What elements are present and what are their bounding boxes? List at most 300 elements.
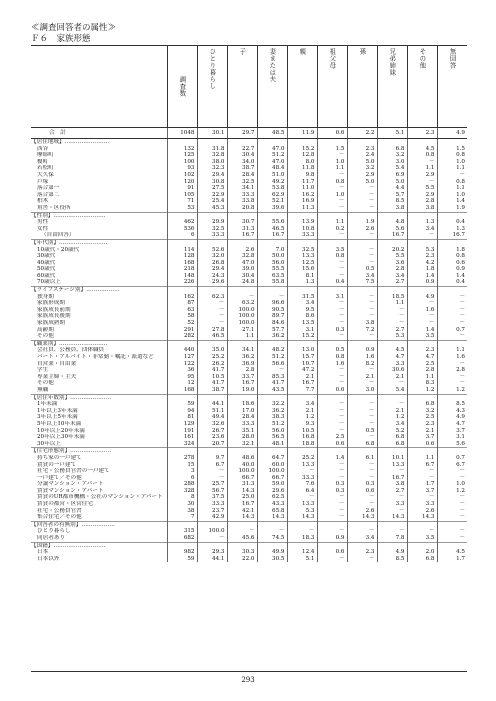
cell-value — [377, 287, 407, 294]
cell-value — [407, 542, 437, 549]
table-row — [31, 549, 467, 556]
cell-value: 2.8 — [407, 367, 437, 374]
cell-value: 57.7 — [257, 327, 287, 334]
cell-value: 59 — [167, 556, 197, 563]
cell-value: 105 — [167, 192, 197, 199]
cell-value — [437, 340, 467, 347]
cell-value: 4.4 — [377, 185, 407, 192]
cell-value: 315 — [167, 528, 197, 535]
cell-value — [437, 394, 467, 401]
cell-value: 5.5 — [377, 253, 407, 260]
cell-value: 1.4 — [437, 198, 467, 205]
row-label: 角筈・区役所 — [37, 204, 71, 211]
cell-value — [377, 340, 407, 347]
cell-value: － — [317, 320, 347, 327]
cell-value: 25.2 — [287, 455, 317, 462]
cell-value: 0.9 — [347, 347, 377, 354]
cell-value: 0.3 — [317, 488, 347, 495]
cell-value: － — [347, 434, 377, 441]
cell-value: 0.8 — [437, 179, 467, 186]
cell-value: 53.8 — [257, 185, 287, 192]
cell-value: 0.3 — [317, 481, 347, 488]
cell-value: 27.1 — [227, 327, 257, 334]
cell-value: 71 — [167, 198, 197, 205]
cell-value: 47.0 — [227, 260, 257, 267]
cell-value: 16.7 — [377, 475, 407, 482]
cell-value: － — [347, 294, 377, 301]
cell-value: － — [197, 307, 227, 314]
cell-value: 161 — [167, 434, 197, 441]
table-row — [31, 428, 467, 435]
cell-value: 22.7 — [227, 146, 257, 153]
cell-value — [317, 139, 347, 146]
cell-value: 7.7 — [287, 387, 317, 394]
cell-value: 2.9 — [347, 172, 377, 179]
cell-value: 6.8 — [347, 441, 377, 448]
cell-value: 90.5 — [257, 307, 287, 314]
cell-value: 43.5 — [257, 387, 287, 394]
cell-value: 30.1 — [197, 128, 227, 139]
row-label: 70歳以上 — [37, 279, 61, 286]
cell-value: 14.3 — [227, 514, 257, 521]
cell-value: 1.1 — [437, 165, 467, 172]
cell-value: 6.9 — [377, 172, 407, 179]
cell-value: 33.3 — [227, 192, 257, 199]
cell-value: 28.4 — [227, 414, 257, 421]
cell-value: 0.8 — [317, 354, 347, 361]
column-header — [347, 46, 377, 128]
cell-value: 13.3 — [377, 462, 407, 469]
row-label: 10年以上20年未満 — [37, 427, 85, 434]
cell-value: 2.8 — [437, 367, 467, 374]
cell-value: － — [377, 528, 407, 535]
cell-value: 62.5 — [257, 494, 287, 501]
cell-value: 16.9 — [287, 198, 317, 205]
cell-value: 5.6 — [437, 441, 467, 448]
cell-value: 0.5 — [347, 266, 377, 273]
cell-value: 4.3 — [437, 408, 467, 415]
cell-value: 39.6 — [257, 205, 287, 212]
cell-value: 13.3 — [287, 501, 317, 508]
cell-value: 191 — [167, 428, 197, 435]
cell-value: 1.4 — [437, 273, 467, 280]
cell-value: 32.5 — [287, 247, 317, 254]
cell-value: 1.0 — [437, 159, 467, 166]
cell-value: 10.1 — [377, 455, 407, 462]
column-header — [197, 46, 227, 128]
cell-value: 6.7 — [437, 462, 467, 469]
cell-value: 100.0 — [227, 307, 257, 314]
cell-value: 2.6 — [347, 508, 377, 515]
cell-value: 13.3 — [287, 253, 317, 260]
cell-value: － — [347, 501, 377, 508]
cell-value: － — [377, 380, 407, 387]
cell-value — [167, 521, 197, 528]
cell-value: 36.2 — [257, 333, 287, 340]
cell-value: 1.1 — [437, 185, 467, 192]
cell-value — [167, 239, 197, 246]
cell-value: 1.6 — [437, 354, 467, 361]
cell-value: 48.5 — [257, 128, 287, 139]
cell-value: 94 — [167, 408, 197, 415]
cell-value: 6.8 — [407, 556, 437, 563]
cell-value: 13.5 — [287, 320, 317, 327]
table-row — [31, 394, 467, 401]
cell-value: － — [347, 367, 377, 374]
row-label: 【居住年数別】‥‥‥‥‥‥‥‥‥‥‥ — [31, 394, 167, 401]
cell-value: － — [377, 307, 407, 314]
row-label: 20年以上30年未満 — [37, 434, 85, 441]
cell-value — [317, 239, 347, 246]
cell-value: 30.6 — [377, 367, 407, 374]
cell-value: 4.5 — [377, 347, 407, 354]
cell-value: 13.0 — [287, 347, 317, 354]
cell-value: 33.3 — [197, 501, 227, 508]
cell-value: 462 — [167, 219, 197, 226]
cell-value: 26.7 — [197, 428, 227, 435]
row-label: 社宅・公務員官舎 — [37, 507, 82, 514]
cell-value — [287, 287, 317, 294]
row-label: 若松町 — [37, 165, 54, 172]
cell-value: 38.7 — [227, 165, 257, 172]
cell-value: 50.0 — [257, 253, 287, 260]
cell-value: 53 — [167, 205, 197, 212]
cell-value: － — [407, 468, 437, 475]
cell-value: － — [347, 247, 377, 254]
cell-value: 2.1 — [377, 374, 407, 381]
table-row — [31, 139, 467, 146]
column-header — [437, 46, 467, 128]
table-row — [31, 556, 467, 563]
cell-value: 100.0 — [227, 320, 257, 327]
cell-value: 100.0 — [197, 528, 227, 535]
row-label: 【職業別】‥‥‥‥‥‥‥‥‥‥‥‥‥ — [31, 340, 167, 347]
cell-value: 22.0 — [227, 556, 257, 563]
cell-value: 102 — [167, 172, 197, 179]
column-header-text: 無回答 — [448, 48, 457, 69]
cell-value: 4.7 — [377, 354, 407, 361]
cell-value: 6.7 — [407, 462, 437, 469]
cell-value: 6 — [167, 232, 197, 239]
cell-value: － — [347, 232, 377, 239]
cell-value: 1.2 — [287, 414, 317, 421]
cell-value: 89.7 — [257, 313, 287, 320]
cell-value: 5.0 — [347, 179, 377, 186]
row-label: 家族成長後期 — [37, 313, 71, 320]
cell-value: － — [437, 320, 467, 327]
cell-value: 1.1 — [407, 165, 437, 172]
cell-value — [437, 139, 467, 146]
cell-value: 3.1 — [437, 434, 467, 441]
cell-value: 13.9 — [287, 219, 317, 226]
cell-value: 5.1 — [377, 128, 407, 139]
section-title: ≪調査回答者の属性≫ — [31, 23, 117, 33]
cell-value: 10.5 — [197, 374, 227, 381]
cell-value: － — [377, 468, 407, 475]
cell-value: 18.6 — [227, 401, 257, 408]
cell-value — [347, 287, 377, 294]
row-label: （自由回答） — [41, 232, 75, 239]
cell-value: － — [227, 294, 257, 301]
cell-value: 1.4 — [407, 327, 437, 334]
cell-value: 3.4 — [347, 535, 377, 542]
cell-value: 1.0 — [317, 159, 347, 166]
cell-value: 5.3 — [377, 333, 407, 340]
cell-value: － — [347, 494, 377, 501]
cell-value: 2.4 — [347, 152, 377, 159]
cell-value: 8.6 — [287, 313, 317, 320]
cell-value: － — [377, 401, 407, 408]
column-header-text: ひとり暮らし — [208, 48, 217, 90]
cell-value — [407, 394, 437, 401]
cell-value: 44.1 — [197, 401, 227, 408]
cell-value — [287, 394, 317, 401]
table-row — [31, 179, 467, 186]
cell-value: 19.0 — [227, 387, 257, 394]
row-label: 賃貸の都営・区営住宅 — [37, 501, 93, 508]
cell-value: － — [347, 408, 377, 415]
cell-value — [227, 139, 257, 146]
cell-value: 132 — [167, 146, 197, 153]
cell-value: － — [317, 428, 347, 435]
cell-value: 1.6 — [347, 354, 377, 361]
cell-value: － — [317, 421, 347, 428]
cell-value: 43.3 — [257, 501, 287, 508]
cell-value: 29.6 — [257, 488, 287, 495]
cell-value: 33.3 — [287, 475, 317, 482]
table-row — [31, 387, 467, 394]
cell-value: 1.9 — [347, 219, 377, 226]
cell-value: 26.8 — [197, 260, 227, 267]
cell-value: 2.7 — [377, 488, 407, 495]
cell-value: － — [317, 266, 347, 273]
cell-value: 3.4 — [287, 401, 317, 408]
cell-value: 1.0 — [437, 481, 467, 488]
cell-value — [407, 521, 437, 528]
cell-value: 0.6 — [317, 387, 347, 394]
cell-value: 1.7 — [407, 481, 437, 488]
cell-value: 1.8 — [437, 247, 467, 254]
column-header — [317, 46, 347, 128]
cell-value — [257, 212, 287, 219]
cell-value: 28.0 — [227, 434, 257, 441]
cell-value: 0.6 — [317, 128, 347, 139]
cell-value: 14.3 — [227, 488, 257, 495]
cell-value: 20.7 — [197, 441, 227, 448]
cell-value: － — [407, 159, 437, 166]
column-header-text: 祖父母 — [328, 48, 337, 69]
column-header — [377, 46, 407, 128]
cell-value: 1.2 — [437, 387, 467, 394]
family-structure-table — [31, 45, 467, 562]
row-label: その他 — [37, 333, 54, 340]
cell-value: － — [347, 475, 377, 482]
cell-value: 56.6 — [257, 361, 287, 368]
cell-value — [287, 448, 317, 455]
cell-value: － — [317, 494, 347, 501]
cell-value — [257, 394, 287, 401]
cell-value: 3.4 — [377, 421, 407, 428]
cell-value — [287, 340, 317, 347]
cell-value: 282 — [167, 333, 197, 340]
cell-value: 2.0 — [407, 549, 437, 556]
cell-value: 23.7 — [197, 508, 227, 515]
cell-value: 1.1 — [407, 374, 437, 381]
cell-value: 2.1 — [377, 408, 407, 415]
cell-value: 1.7 — [437, 556, 467, 563]
table-row — [31, 481, 467, 488]
cell-value: 3.8 — [377, 205, 407, 212]
cell-value: 27.5 — [197, 185, 227, 192]
cell-value: － — [407, 320, 437, 327]
cell-value: 14.3 — [257, 514, 287, 521]
column-header — [407, 46, 437, 128]
row-label: 家族成熟期 — [37, 320, 65, 327]
table-row — [31, 521, 467, 528]
cell-value: 324 — [167, 441, 197, 448]
cell-value: 536 — [167, 226, 197, 233]
cell-value — [317, 394, 347, 401]
cell-value — [377, 394, 407, 401]
cell-value: － — [347, 192, 377, 199]
cell-value: 0.4 — [437, 279, 467, 286]
table-row — [31, 434, 467, 441]
cell-value — [167, 212, 197, 219]
cell-value: 2.6 — [227, 247, 257, 254]
cell-value: 6.4 — [287, 488, 317, 495]
cell-value: 95 — [167, 374, 197, 381]
cell-value: 0.8 — [317, 179, 347, 186]
cell-value — [227, 394, 257, 401]
cell-value: － — [317, 260, 347, 267]
cell-value: 15.7 — [287, 354, 317, 361]
cell-value — [377, 448, 407, 455]
cell-value: 48.1 — [257, 441, 287, 448]
cell-value — [167, 340, 197, 347]
cell-value: － — [347, 528, 377, 535]
column-header — [227, 46, 257, 128]
cell-value: 0.4 — [437, 219, 467, 226]
cell-value: 66.7 — [257, 475, 287, 482]
cell-value: 3.2 — [407, 408, 437, 415]
cell-value: 2.3 — [407, 128, 437, 139]
table-row — [31, 287, 467, 294]
cell-value: 5.5 — [407, 185, 437, 192]
row-label: 【住宅形態別】‥‥‥‥‥‥‥‥‥‥‥ — [31, 448, 167, 455]
cell-value: 120 — [167, 179, 197, 186]
cell-value: － — [287, 528, 317, 535]
row-label: 賃貸マンション・アパート — [37, 487, 104, 494]
cell-value: 288 — [167, 481, 197, 488]
cell-value: － — [437, 294, 467, 301]
row-label: 落合第二 — [37, 191, 60, 198]
cell-value: 3.3 — [377, 361, 407, 368]
table-row — [31, 146, 467, 153]
cell-value: － — [197, 313, 227, 320]
cell-value: － — [197, 475, 227, 482]
cell-value: 127 — [167, 354, 197, 361]
table-row — [31, 448, 467, 455]
cell-value — [257, 287, 287, 294]
table-title: Ｆ６ 家族形態 — [31, 34, 91, 44]
cell-value: 0.6 — [317, 441, 347, 448]
cell-value — [257, 521, 287, 528]
cell-value: 440 — [167, 347, 197, 354]
cell-value: 0.7 — [437, 327, 467, 334]
cell-value: 7.8 — [377, 535, 407, 542]
row-label: 【ライフステージ別】‥‥‥‥‥‥‥‥‥ — [31, 287, 167, 294]
row-label: パート・アルバイト・非常勤・嘱託・派遣など — [37, 354, 154, 360]
row-label: 同居者あり — [37, 535, 65, 542]
cell-value — [287, 212, 317, 219]
cell-value: － — [317, 414, 347, 421]
cell-value: 16.7 — [377, 232, 407, 239]
cell-value — [347, 521, 377, 528]
cell-value: 36.9 — [227, 361, 257, 368]
cell-value: 0.5 — [317, 347, 347, 354]
cell-value: 2.9 — [407, 172, 437, 179]
cell-value: 14.3 — [407, 514, 437, 521]
cell-value: 15.6 — [287, 266, 317, 273]
table-header-row — [31, 46, 467, 128]
cell-value: － — [317, 313, 347, 320]
cell-value — [317, 212, 347, 219]
cell-value: 40.0 — [227, 462, 257, 469]
cell-value: － — [437, 361, 467, 368]
cell-value: 3.8 — [407, 205, 437, 212]
row-label: 社宅・公務員官舎の一戸建て — [37, 468, 110, 475]
cell-value: 6.8 — [377, 434, 407, 441]
cell-value: － — [437, 172, 467, 179]
cell-value: － — [197, 535, 227, 542]
cell-value: 58 — [167, 313, 197, 320]
table-row — [31, 313, 467, 320]
cell-value — [197, 340, 227, 347]
cell-value: 0.7 — [437, 455, 467, 462]
cell-value: 2.1 — [347, 374, 377, 381]
cell-value: － — [347, 401, 377, 408]
cell-value — [227, 448, 257, 455]
row-label: 榎町 — [37, 158, 49, 165]
cell-value — [377, 542, 407, 549]
cell-value: 5.3 — [407, 247, 437, 254]
row-label: 40歳代 — [37, 259, 56, 266]
table-row — [31, 232, 467, 239]
cell-value: 2.8 — [227, 367, 257, 374]
cell-value: 2.8 — [407, 198, 437, 205]
cell-value: － — [317, 333, 347, 340]
cell-value: 32.2 — [257, 401, 287, 408]
cell-value: 5.4 — [377, 165, 407, 172]
cell-value: － — [437, 475, 467, 482]
cell-value: 9.8 — [287, 172, 317, 179]
cell-value — [167, 287, 197, 294]
cell-value: 114 — [167, 247, 197, 254]
table-row — [31, 501, 467, 508]
table-row — [31, 279, 467, 286]
cell-value: － — [317, 528, 347, 535]
cell-value — [347, 340, 377, 347]
cell-value: － — [347, 468, 377, 475]
cell-value: － — [317, 300, 347, 307]
cell-value: 4.7 — [407, 354, 437, 361]
cell-value: － — [257, 294, 287, 301]
row-label: 【性別】‥‥‥‥‥‥‥‥‥‥‥‥‥‥ — [31, 212, 167, 219]
cell-value: 100.0 — [227, 468, 257, 475]
cell-value: 42.1 — [227, 508, 257, 515]
cell-value: － — [347, 313, 377, 320]
cell-value — [437, 287, 467, 294]
